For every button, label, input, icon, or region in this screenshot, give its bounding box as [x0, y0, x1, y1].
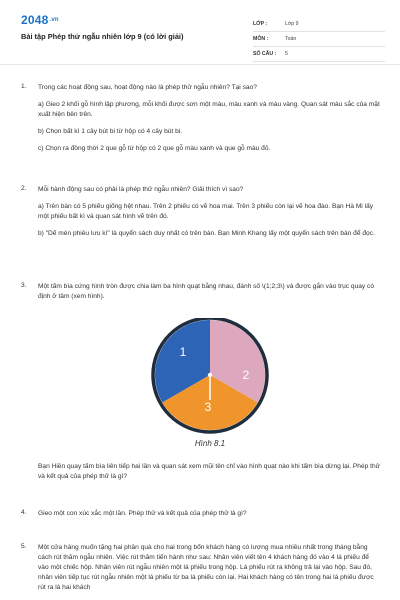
meta-key: LỚP :	[253, 21, 268, 27]
pivot-dot	[208, 373, 212, 377]
meta-key: SỐ CÂU :	[253, 51, 277, 57]
question-number: 5.	[21, 543, 27, 550]
question-body	[38, 462, 381, 482]
question-body	[38, 509, 381, 519]
question-4	[21, 509, 381, 526]
logo-text: 2048	[21, 13, 49, 27]
logo-suffix: .vn	[49, 17, 59, 23]
question-body	[38, 185, 381, 239]
sector-label-3: 3	[204, 400, 212, 414]
page-title: Bài tập Phép thử ngẫu nhiên lớp 9 (có lời giải)	[21, 32, 184, 41]
meta-row-subject	[253, 32, 385, 47]
meta-value: Toán	[285, 36, 297, 42]
question-prompt: Mỗi hành động sau có phải là phép thử ngẫu nhiên? Giải thích vì sao?	[38, 186, 244, 193]
question-prompt: Trong các hoạt động sau, hoạt động nào là phép thử ngẫu nhiên? Tại sao?	[38, 84, 257, 91]
question-body	[38, 543, 381, 593]
meta-value: Lớp 9	[285, 21, 299, 27]
question-prompt: Một cửa hàng muốn tặng hai phần quà cho hai trong bốn khách hàng có lượng mua nhiều nhất trong tháng bằng cách rút thăm ngẫu nhiên. Việc rút thăm tiến hành như sau: Nhân viên viết tên 4 khách hàng đó vào 4 lá phiếu để vào một chiếc hộp. Nhân viên rút ngẫu nhiên một lá phiếu trong hộp. Lá phiếu rút ra không trả lại vào hộp. Sau đó, nhân viên tiếp tục rút ngẫu nhiên một lá phiếu từ ba lá phiếu còn lại. Hai khách hàng có tên trong hai lá phiếu được rút ra là hai khách	[38, 544, 374, 591]
question-prompt: Một tấm bìa cứng hình tròn được chia làm ba hình quạt bằng nhau, đánh số \(1;2;3\) và được gắn vào trục quay có định ở tâm (xem hình).	[38, 283, 375, 300]
question-body	[38, 83, 381, 154]
figure-caption: Hình 8.1	[194, 439, 226, 448]
question-1	[21, 83, 381, 161]
question-number: 3.	[21, 282, 27, 289]
sector-label-1: 1	[179, 345, 187, 359]
site-logo[interactable]	[21, 13, 59, 27]
question-prompt: Gieo một con xúc xắc một lần. Phép thử và kết quả của phép thử là gì?	[38, 510, 247, 517]
question-option: c) Chọn ra đồng thời 2 que gỗ từ hộp có 2 que gỗ màu xanh và que gỗ màu đỏ.	[38, 145, 271, 152]
document-meta	[253, 17, 385, 62]
question-option: b) Chọn bất kì 1 cây bút bi từ hộp có 4 cây bút bi.	[38, 128, 183, 135]
question-body	[38, 282, 381, 302]
question-number: 2.	[21, 185, 27, 192]
meta-row-count	[253, 47, 385, 62]
question-option: b) "Dế mèn phiêu lưu kí" là quyển sách duy nhất có trên bàn. Bạn Minh Khang lấy một quyển sách trên bàn để đọc.	[38, 230, 375, 237]
question-5	[21, 543, 381, 600]
question-number: 4.	[21, 509, 27, 516]
question-number: 1.	[21, 83, 27, 90]
question-3-continued	[21, 462, 381, 489]
document-header	[0, 0, 400, 65]
meta-row-class	[253, 17, 385, 32]
question-option: a) Trên bàn có 5 phiếu giống hệt nhau. Trên 2 phiếu có vẽ hoa mai. Trên 3 phiếu còn lại vẽ hoa đào. Bạn Hà Mi lấy một phiếu bất kì và quan sát hình vẽ trên đó.	[38, 203, 374, 220]
meta-value: 5	[285, 51, 288, 57]
spinner-figure	[148, 318, 272, 453]
question-text: Bạn Hiền quay tấm bìa liên tiếp hai lần và quan sát xem mũi tên chỉ vào hình quạt nào khi tấm bìa dừng lại. Phép thử và kết quả của phép thử là gì?	[38, 463, 381, 480]
question-3	[21, 282, 381, 309]
spinner-wheel	[148, 318, 272, 438]
meta-key: MÔN :	[253, 36, 269, 42]
question-option: a) Gieo 2 khối gỗ hình lập phương, mỗi khối được sơn một màu, màu xanh và màu vàng. Quan sát màu sắc của mặt xuất hiện bên trên.	[38, 101, 380, 118]
sector-label-2: 2	[242, 368, 250, 382]
question-2	[21, 185, 381, 246]
